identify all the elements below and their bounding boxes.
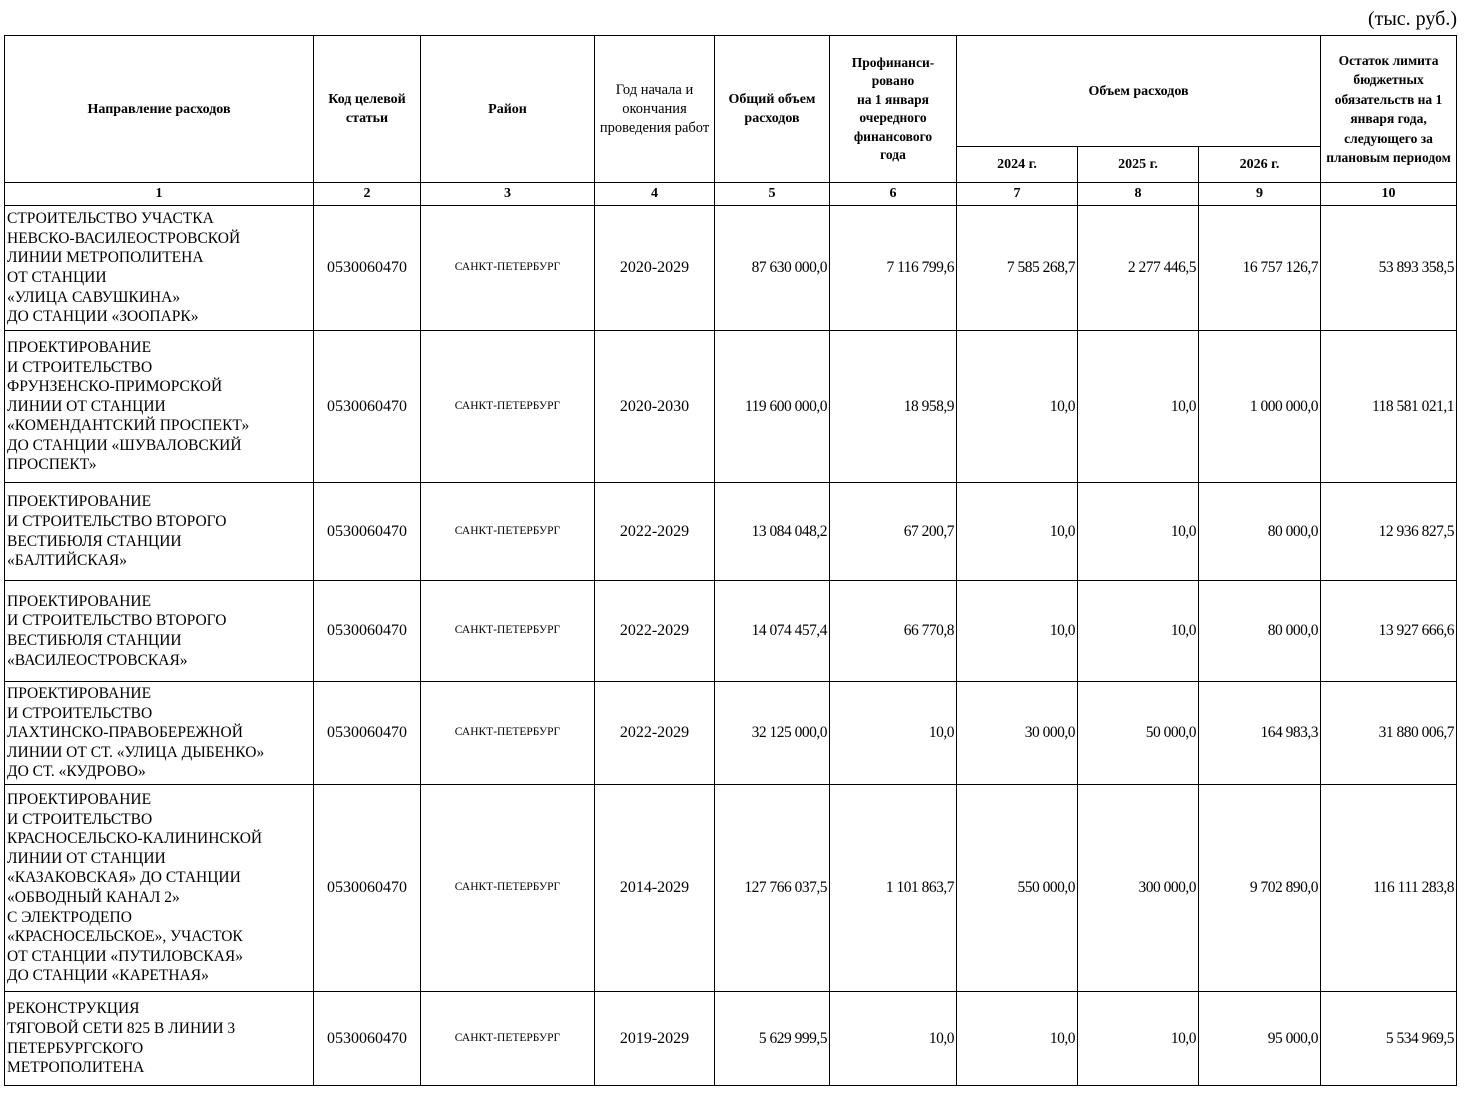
row-2026: 80 000,0 [1199,483,1321,581]
row-2024: 550 000,0 [957,785,1078,992]
header-direction: Направление расходов [5,36,314,183]
row-financed: 7 116 799,6 [830,206,957,331]
table-row [5,581,1457,682]
column-number: 5 [715,183,830,206]
column-number: 8 [1078,183,1199,206]
row-2024: 10,0 [957,483,1078,581]
row-direction: ПРОЕКТИРОВАНИЕ И СТРОИТЕЛЬСТВО ВТОРОГО ВЕСТИБЮЛЯ СТАНЦИИ «ВАСИЛЕОСТРОВСКАЯ» [5,581,314,682]
row-2025: 300 000,0 [1078,785,1199,992]
table-row [5,206,1457,331]
row-2026: 9 702 890,0 [1199,785,1321,992]
row-total: 127 766 037,5 [715,785,830,992]
row-total: 32 125 000,0 [715,682,830,785]
row-remainder: 12 936 827,5 [1321,483,1457,581]
row-financed: 18 958,9 [830,331,957,483]
row-2026: 164 983,3 [1199,682,1321,785]
header-2025: 2025 г. [1078,147,1199,183]
column-number: 6 [830,183,957,206]
header-2026: 2026 г. [1199,147,1321,183]
row-direction: ПРОЕКТИРОВАНИЕ И СТРОИТЕЛЬСТВО КРАСНОСЕЛЬСКО-КАЛИНИНСКОЙ ЛИНИИ ОТ СТАНЦИИ «КАЗАКОВСКАЯ» ДО СТАНЦИИ «ОБВОДНЫЙ КАНАЛ 2» С ЭЛЕКТРОДЕПО «КРАСНОСЕЛЬСКОЕ», УЧАСТОК ОТ СТАНЦИИ «ПУТИЛОВСКАЯ» ДО СТАНЦИИ «КАРЕТНАЯ» [5,785,314,992]
units-label: (тыс. руб.) [1367,8,1457,30]
row-2025: 10,0 [1078,992,1199,1086]
header-total: Общий объем расходов [715,36,830,183]
row-code: 0530060470 [314,682,421,785]
header-2024: 2024 г. [957,147,1078,183]
row-2026: 80 000,0 [1199,581,1321,682]
row-remainder: 5 534 969,5 [1321,992,1457,1086]
row-2025: 10,0 [1078,331,1199,483]
header-years: Год начала и окончания проведения работ [595,36,715,183]
row-remainder: 13 927 666,6 [1321,581,1457,682]
row-total: 87 630 000,0 [715,206,830,331]
row-years: 2020-2029 [595,206,715,331]
row-direction: ПРОЕКТИРОВАНИЕ И СТРОИТЕЛЬСТВО ВТОРОГО ВЕСТИБЮЛЯ СТАНЦИИ «БАЛТИЙСКАЯ» [5,483,314,581]
row-district: САНКТ-ПЕТЕРБУРГ [421,581,595,682]
row-years: 2019-2029 [595,992,715,1086]
row-district: САНКТ-ПЕТЕРБУРГ [421,682,595,785]
row-2025: 10,0 [1078,483,1199,581]
row-remainder: 118 581 021,1 [1321,331,1457,483]
row-remainder: 53 893 358,5 [1321,206,1457,331]
row-2024: 30 000,0 [957,682,1078,785]
row-direction: РЕКОНСТРУКЦИЯ ТЯГОВОЙ СЕТИ 825 В ЛИНИИ 3 ПЕТЕРБУРГСКОГО МЕТРОПОЛИТЕНА [5,992,314,1086]
row-code: 0530060470 [314,206,421,331]
row-2024: 7 585 268,7 [957,206,1078,331]
row-financed: 67 200,7 [830,483,957,581]
row-years: 2014-2029 [595,785,715,992]
row-district: САНКТ-ПЕТЕРБУРГ [421,992,595,1086]
row-district: САНКТ-ПЕТЕРБУРГ [421,785,595,992]
row-2024: 10,0 [957,331,1078,483]
row-financed: 10,0 [830,682,957,785]
header-remainder: Остаток лимита бюджетных обязательств на 1 января года, следующего за плановым периодом [1321,36,1457,183]
row-direction: ПРОЕКТИРОВАНИЕ И СТРОИТЕЛЬСТВО ЛАХТИНСКО-ПРАВОБЕРЕЖНОЙ ЛИНИИ ОТ СТ. «УЛИЦА ДЫБЕНКО» ДО СТ. «КУДРОВО» [5,682,314,785]
row-total: 5 629 999,5 [715,992,830,1086]
row-code: 0530060470 [314,483,421,581]
table-row [5,682,1457,785]
row-code: 0530060470 [314,785,421,992]
row-district: САНКТ-ПЕТЕРБУРГ [421,483,595,581]
table-row [5,785,1457,992]
header-financed: Профинанси- ровано на 1 января очередного финансового года [830,36,957,183]
row-code: 0530060470 [314,992,421,1086]
row-2025: 2 277 446,5 [1078,206,1199,331]
row-district: САНКТ-ПЕТЕРБУРГ [421,206,595,331]
row-direction: ПРОЕКТИРОВАНИЕ И СТРОИТЕЛЬСТВО ФРУНЗЕНСКО-ПРИМОРСКОЙ ЛИНИИ ОТ СТАНЦИИ «КОМЕНДАНТСКИЙ ПРОСПЕКТ» ДО СТАНЦИИ «ШУВАЛОВСКИЙ ПРОСПЕКТ» [5,331,314,483]
column-number: 4 [595,183,715,206]
column-number: 10 [1321,183,1457,206]
row-code: 0530060470 [314,331,421,483]
column-number-row [5,183,1457,206]
row-direction: СТРОИТЕЛЬСТВО УЧАСТКА НЕВСКО-ВАСИЛЕОСТРОВСКОЙ ЛИНИИ МЕТРОПОЛИТЕНА ОТ СТАНЦИИ «УЛИЦА САВУШКИНА» ДО СТАНЦИИ «ЗООПАРК» [5,206,314,331]
row-district: САНКТ-ПЕТЕРБУРГ [421,331,595,483]
table-row [5,992,1457,1086]
column-number: 1 [5,183,314,206]
header-expense-volume: Объем расходов [957,36,1321,147]
row-financed: 10,0 [830,992,957,1086]
row-2025: 50 000,0 [1078,682,1199,785]
row-years: 2020-2030 [595,331,715,483]
row-financed: 1 101 863,7 [830,785,957,992]
table-row [5,331,1457,483]
header-row [5,36,1457,147]
column-number: 3 [421,183,595,206]
row-total: 13 084 048,2 [715,483,830,581]
row-total: 14 074 457,4 [715,581,830,682]
row-2026: 95 000,0 [1199,992,1321,1086]
row-years: 2022-2029 [595,483,715,581]
row-total: 119 600 000,0 [715,331,830,483]
column-number: 2 [314,183,421,206]
row-remainder: 116 111 283,8 [1321,785,1457,992]
row-2024: 10,0 [957,581,1078,682]
row-code: 0530060470 [314,581,421,682]
table-row [5,483,1457,581]
column-number: 9 [1199,183,1321,206]
row-remainder: 31 880 006,7 [1321,682,1457,785]
row-2024: 10,0 [957,992,1078,1086]
header-district: Район [421,36,595,183]
row-financed: 66 770,8 [830,581,957,682]
budget-table [4,35,1457,1086]
row-2025: 10,0 [1078,581,1199,682]
row-years: 2022-2029 [595,682,715,785]
row-years: 2022-2029 [595,581,715,682]
row-2026: 1 000 000,0 [1199,331,1321,483]
header-code: Код целевой статьи [314,36,421,183]
row-2026: 16 757 126,7 [1199,206,1321,331]
column-number: 7 [957,183,1078,206]
